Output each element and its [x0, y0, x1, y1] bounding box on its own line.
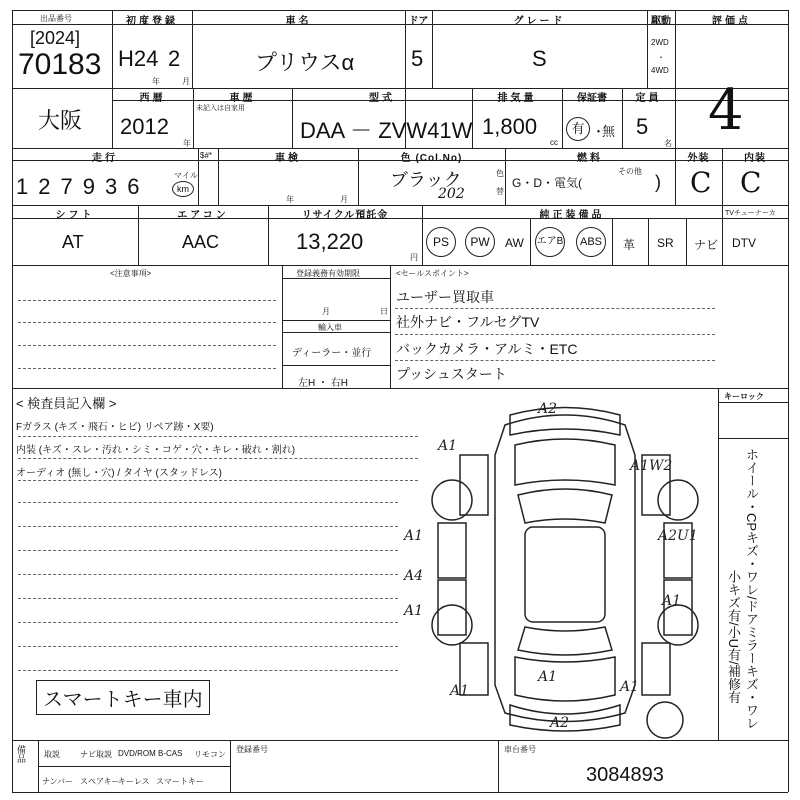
model-label: 型式: [369, 93, 395, 104]
fuel-other: その他: [618, 167, 642, 176]
inspector-line1: Fガラス (キズ・飛石・ヒビ) リペア跡・X要): [16, 422, 214, 433]
seireki-label: 西暦: [139, 93, 166, 104]
dash14: [18, 574, 398, 575]
s-label: $#*: [200, 151, 213, 160]
inspection-label: 車検: [275, 153, 301, 164]
warranty-no: 無: [602, 124, 616, 139]
windshield: [518, 489, 612, 523]
left-front-door: [438, 523, 466, 578]
capacity-label: 定員: [635, 93, 662, 104]
dash3: [18, 345, 276, 346]
sales-label: <セールスポイント>: [396, 269, 469, 278]
shift-label: シフト: [55, 210, 95, 221]
footer-item: スペアキー: [80, 777, 120, 786]
km-circle: km: [172, 181, 194, 197]
drive-label: 駆動: [651, 16, 671, 27]
warranty-dot: ・: [592, 124, 606, 139]
rear-window: [518, 627, 612, 655]
nen-3: 年: [286, 195, 294, 204]
footer-item: ナンバー: [42, 777, 74, 786]
first-reg: H24: [118, 46, 159, 71]
fuel-label: 燃料: [577, 153, 603, 164]
side-text: ホイール・CPキズ・ワレ/ドアミラーキズ・ワレ: [744, 448, 759, 730]
dash4: [18, 368, 276, 369]
border-right: [788, 10, 789, 792]
v6: [675, 10, 676, 148]
mei: 名: [664, 139, 672, 148]
first-reg-label: 初度登録: [126, 16, 178, 27]
yen: 円: [410, 253, 418, 262]
dash1: [18, 300, 276, 301]
inspector-line3: オーディオ (無し・穴) / タイヤ (スタッドレス): [16, 468, 222, 479]
equip-dtv: DTV: [732, 236, 756, 250]
damage-mark: A1: [450, 683, 470, 699]
side-text2: 小キズ有/小U有/補修有: [726, 570, 741, 704]
hood: [515, 439, 615, 485]
equip-sr: SR: [657, 236, 674, 250]
dealer-reg-label: 登録義務有効期限: [296, 269, 360, 278]
damage-mark: A1W2: [630, 458, 673, 474]
sales-point: ユーザー買取車: [396, 289, 494, 305]
damage-mark: A1: [538, 669, 558, 685]
car-body-outline: [495, 415, 635, 722]
equip-ps: PS: [426, 227, 456, 257]
damage-mark: A1: [438, 438, 458, 454]
warranty-yes: 有: [566, 117, 590, 141]
inspector-label: < 検査員記入欄 >: [16, 396, 117, 411]
import-type: ディーラー・並行: [292, 348, 372, 359]
aircon-label: エアコン: [177, 210, 229, 221]
caution-label: <注意事項>: [110, 269, 152, 278]
dash13: [18, 550, 398, 551]
damage-mark: A2U1: [658, 528, 698, 544]
sales-point: プッシュスタート: [396, 366, 507, 382]
lot-label: 出品番号: [40, 14, 72, 23]
v24: [686, 218, 687, 265]
handwritten-note: スマートキー車内: [36, 680, 210, 715]
dash11: [18, 502, 398, 503]
row-line-4: [12, 265, 788, 266]
sales-point: バックカメラ・アルミ・ETC: [396, 341, 578, 357]
border-top: [12, 10, 788, 11]
hf1: [38, 766, 230, 767]
nen-1: 年: [152, 77, 160, 86]
dash9: [18, 458, 418, 459]
mile-top: マイル: [174, 171, 198, 180]
aircon: AAC: [182, 232, 220, 252]
model: DAA － ZVW41W: [300, 118, 473, 143]
v12: [198, 148, 199, 205]
dash18: [18, 670, 398, 671]
equip-abs: ABS: [576, 227, 606, 257]
grade-label: グレード: [513, 16, 566, 27]
grade: S: [532, 46, 547, 71]
tsuki-3: 月: [340, 195, 348, 204]
color: ブラック: [390, 170, 462, 190]
damage-mark: A1: [404, 528, 424, 544]
dash17: [18, 646, 398, 647]
color-code: 202: [438, 186, 465, 202]
car-name-label: 車名: [285, 16, 312, 27]
equip-label: 備品: [16, 745, 26, 763]
dash15: [18, 598, 398, 599]
interior-label: 内装: [744, 153, 766, 164]
inspector-line2: 内装 (キズ・スレ・汚れ・シミ・コゲ・穴・キレ・破れ・割れ): [16, 445, 296, 456]
year: [2024]: [30, 28, 81, 48]
lot-number: 70183: [18, 48, 102, 81]
row-line-5: [12, 388, 788, 389]
shift: AT: [62, 232, 84, 252]
sales-point: 社外ナビ・フルセグTV: [396, 314, 540, 330]
first-reg-month: 2: [168, 46, 181, 71]
drive-4wd: 4WD: [651, 66, 669, 75]
dash2: [18, 322, 276, 323]
footer-item: ナビ取説: [80, 750, 112, 759]
equip-airbag: エアB: [535, 227, 565, 257]
interior: C: [740, 166, 762, 199]
recycle-label: リサイクル預託金: [301, 210, 389, 221]
tv-label: TVチューナーカ: [725, 210, 776, 217]
v25: [722, 205, 723, 265]
damage-mark: A2: [550, 715, 570, 731]
h-key: [718, 402, 788, 403]
doors-label: ドア: [408, 16, 429, 27]
fuel-close: ): [655, 172, 661, 192]
h-key2: [718, 438, 788, 439]
damage-mark: A1: [404, 603, 424, 619]
v27: [390, 265, 391, 388]
mileage-digit: 6: [127, 174, 150, 199]
row-line-6: [12, 740, 788, 741]
damage-mark: A4: [404, 568, 424, 584]
tsuki-1: 月: [182, 77, 190, 86]
footer-item: リモコン: [194, 750, 226, 759]
footer-item: スマートキー: [156, 777, 204, 786]
v26: [282, 265, 283, 388]
import-label: 輸入車: [318, 323, 342, 332]
wheel-fl: [432, 480, 472, 520]
warranty-label: 保証書: [577, 93, 607, 104]
mileage-digit: 1: [16, 174, 39, 199]
mileage: [16, 174, 150, 200]
damage-mark: A1: [662, 593, 682, 609]
mileage-digit: 3: [105, 174, 128, 199]
border-bottom: [12, 792, 788, 793]
displacement: 1,800: [482, 114, 538, 139]
mileage-digit: 7: [60, 174, 83, 199]
doors: 5: [411, 46, 424, 71]
roof: [525, 527, 605, 622]
chassis-label: 車台番号: [504, 745, 536, 754]
tsuki-4: 月: [322, 307, 330, 316]
cc: cc: [550, 138, 558, 147]
v21: [530, 218, 531, 265]
car-name: プリウスα: [255, 50, 355, 75]
footer-item: 取説: [44, 750, 60, 759]
equip-leather: 革: [623, 238, 636, 252]
v-side: [718, 388, 719, 740]
exterior-label: 外装: [687, 153, 710, 164]
drive-2wd: 2WD: [651, 38, 669, 47]
mileage-digit: 9: [82, 174, 105, 199]
dash8: [18, 436, 418, 437]
drive-dot: ･: [659, 53, 663, 62]
score-label: 評価点: [712, 16, 751, 27]
fuel: G・D・電気(: [512, 176, 582, 190]
damage-mark: A2: [538, 401, 558, 417]
recycle: 13,220: [296, 229, 364, 254]
color-change-bottom: 替: [496, 187, 504, 196]
mileage-digit: 2: [38, 174, 61, 199]
capacity: 5: [636, 114, 649, 139]
vf2: [230, 740, 231, 792]
color-label: 色 (Col.No): [400, 153, 463, 164]
dash5: [395, 308, 715, 309]
dash6: [395, 334, 715, 335]
damage-mark: A1: [620, 679, 640, 695]
nen-2: 年: [183, 139, 191, 148]
v1: [112, 10, 113, 148]
v23: [648, 218, 649, 265]
vf3: [498, 740, 499, 792]
front-bumper: [510, 408, 620, 436]
h-notes-2: [282, 320, 390, 321]
dash10: [18, 480, 418, 481]
region: 大阪: [38, 108, 83, 133]
shaken-label: 車歴: [229, 93, 256, 104]
chassis-number: 3084893: [586, 764, 664, 786]
score: 4: [708, 78, 744, 143]
dash12: [18, 526, 398, 527]
wheel-fr: [658, 480, 698, 520]
equip-navi: ナビ: [694, 238, 719, 252]
footer-item: キーレス: [118, 777, 150, 786]
footer-item: DVD/ROM: [118, 749, 156, 758]
right-rear-fender: [642, 643, 670, 695]
seireki: 2012: [120, 114, 169, 139]
h-notes-4: [282, 365, 390, 366]
border-left: [12, 10, 13, 792]
shaken-note: 未記入は自家用: [196, 105, 245, 112]
car-diagram: [404, 395, 710, 740]
key-lock-label: キーロック: [724, 392, 764, 401]
exterior: C: [690, 166, 712, 199]
trunk: [515, 657, 615, 701]
color-change-top: 色: [496, 169, 504, 178]
spare-wheel: [647, 702, 683, 738]
reg-label: 登録番号: [236, 745, 268, 754]
v22: [612, 218, 613, 265]
equip-pw: PW: [465, 227, 495, 257]
mileage-label: 走行: [92, 153, 118, 164]
steering: 左H ・ 右H: [298, 378, 348, 389]
hi: 日: [380, 307, 388, 316]
equipment-label: 純正装備品: [539, 210, 605, 221]
displacement-label: 排気量: [497, 93, 537, 104]
dash16: [18, 622, 398, 623]
dash7: [395, 360, 715, 361]
equip-aw: AW: [505, 236, 524, 250]
footer-item: B-CAS: [158, 749, 183, 758]
